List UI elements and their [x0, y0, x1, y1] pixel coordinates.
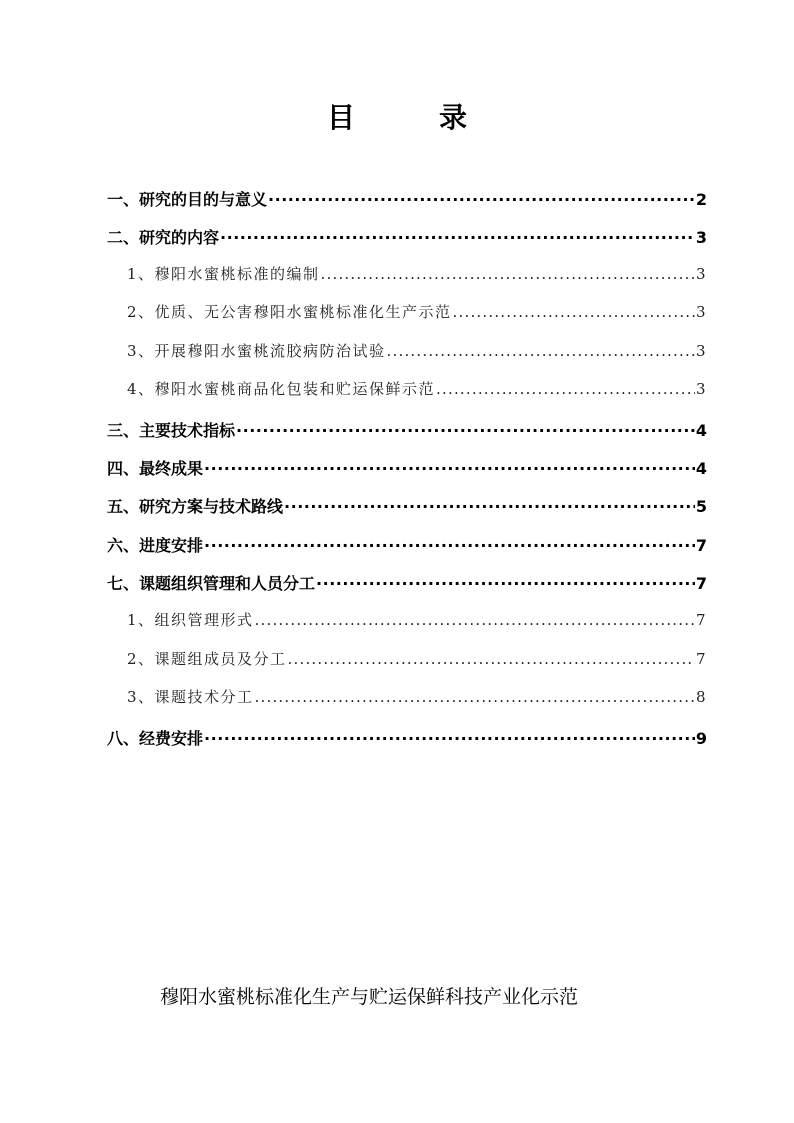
toc-entry-page: 4 — [695, 421, 707, 440]
dot-leader — [453, 303, 695, 321]
toc-entry-number: 五、 — [107, 497, 140, 516]
toc-subentry-page: 3 — [695, 380, 707, 398]
toc-subentry-page: 7 — [695, 611, 707, 629]
toc-entry-number: 四、 — [107, 459, 140, 478]
toc-entry[interactable] — [107, 187, 707, 213]
toc-subentry-page: 3 — [695, 265, 707, 283]
dot-leader — [321, 265, 695, 283]
toc-entry-label: 主要技术指标 — [139, 421, 236, 440]
toc-entry-page: 7 — [695, 536, 707, 555]
toc-entry-number: 一、 — [107, 190, 140, 209]
document-footer-title: 穆阳水蜜桃标准化生产与贮运保鲜科技产业化示范 — [160, 986, 579, 1008]
dot-leader — [236, 421, 695, 440]
toc-subentry-label: 1、组织管理形式 — [127, 611, 254, 629]
dot-leader — [204, 536, 695, 555]
toc-entry-label: 研究方案与技术路线 — [139, 497, 284, 516]
toc-entry-number: 二、 — [107, 228, 140, 247]
toc-subentry-page: 8 — [695, 688, 707, 706]
toc-subentry-page: 3 — [695, 303, 707, 321]
dot-leader — [255, 688, 695, 706]
toc-entry-label: 经费安排 — [139, 729, 204, 748]
toc-entry[interactable] — [107, 571, 707, 597]
toc-entry[interactable] — [107, 494, 707, 520]
toc-entry-number: 三、 — [107, 421, 140, 440]
dot-leader — [284, 497, 695, 516]
toc-entry-label: 研究的内容 — [139, 228, 220, 247]
toc-entry-label: 进度安排 — [139, 536, 204, 555]
dot-leader — [436, 380, 695, 398]
toc-entry-number: 七、 — [107, 574, 140, 593]
toc-entry-page: 7 — [695, 574, 707, 593]
toc-subentry-label: 4、穆阳水蜜桃商品化包装和贮运保鲜示范 — [127, 380, 436, 398]
toc-entry-page: 9 — [695, 729, 707, 748]
toc-subentry[interactable] — [107, 648, 707, 674]
toc-subentry[interactable] — [107, 686, 707, 712]
toc-subentry-label: 3、课题技术分工 — [127, 688, 254, 706]
toc-subentry[interactable] — [107, 609, 707, 635]
toc-entry-label: 研究的目的与意义 — [139, 190, 268, 209]
toc-subentry[interactable] — [107, 263, 707, 289]
toc-subentry-label: 1、穆阳水蜜桃标准的编制 — [127, 265, 320, 283]
dot-leader — [204, 729, 695, 748]
toc-entry-page: 4 — [695, 459, 707, 478]
toc-subentry-page: 3 — [695, 342, 707, 360]
toc-entry-label: 课题组织管理和人员分工 — [139, 574, 316, 593]
toc-entry-label: 最终成果 — [139, 459, 204, 478]
toc-entry-page: 3 — [695, 228, 707, 247]
toc-subentry[interactable] — [107, 301, 707, 327]
toc-entry[interactable] — [107, 533, 707, 559]
toc-subentry-label: 3、开展穆阳水蜜桃流胶病防治试验 — [127, 342, 386, 360]
dot-leader — [288, 650, 695, 668]
toc-entry[interactable] — [107, 456, 707, 482]
dot-leader — [268, 190, 695, 209]
toc-subentry-label: 2、优质、无公害穆阳水蜜桃标准化生产示范 — [127, 303, 452, 321]
toc-subentry[interactable] — [107, 378, 707, 404]
toc-entry[interactable] — [107, 726, 707, 752]
toc-entry-number: 八、 — [107, 729, 140, 748]
toc-entry[interactable] — [107, 225, 707, 251]
dot-leader — [387, 342, 695, 360]
dot-leader — [220, 228, 695, 247]
toc-subentry-label: 2、课题组成员及分工 — [127, 650, 287, 668]
toc-entry-number: 六、 — [107, 536, 140, 555]
toc-entry-page: 5 — [695, 497, 707, 516]
dot-leader — [204, 459, 695, 478]
toc-entry[interactable] — [107, 418, 707, 444]
toc-subentry-page: 7 — [695, 650, 707, 668]
dot-leader — [316, 574, 695, 593]
toc-subentry[interactable] — [107, 340, 707, 366]
toc-entry-page: 2 — [695, 190, 707, 209]
dot-leader — [255, 611, 695, 629]
document-title: 目 录 — [326, 101, 495, 134]
